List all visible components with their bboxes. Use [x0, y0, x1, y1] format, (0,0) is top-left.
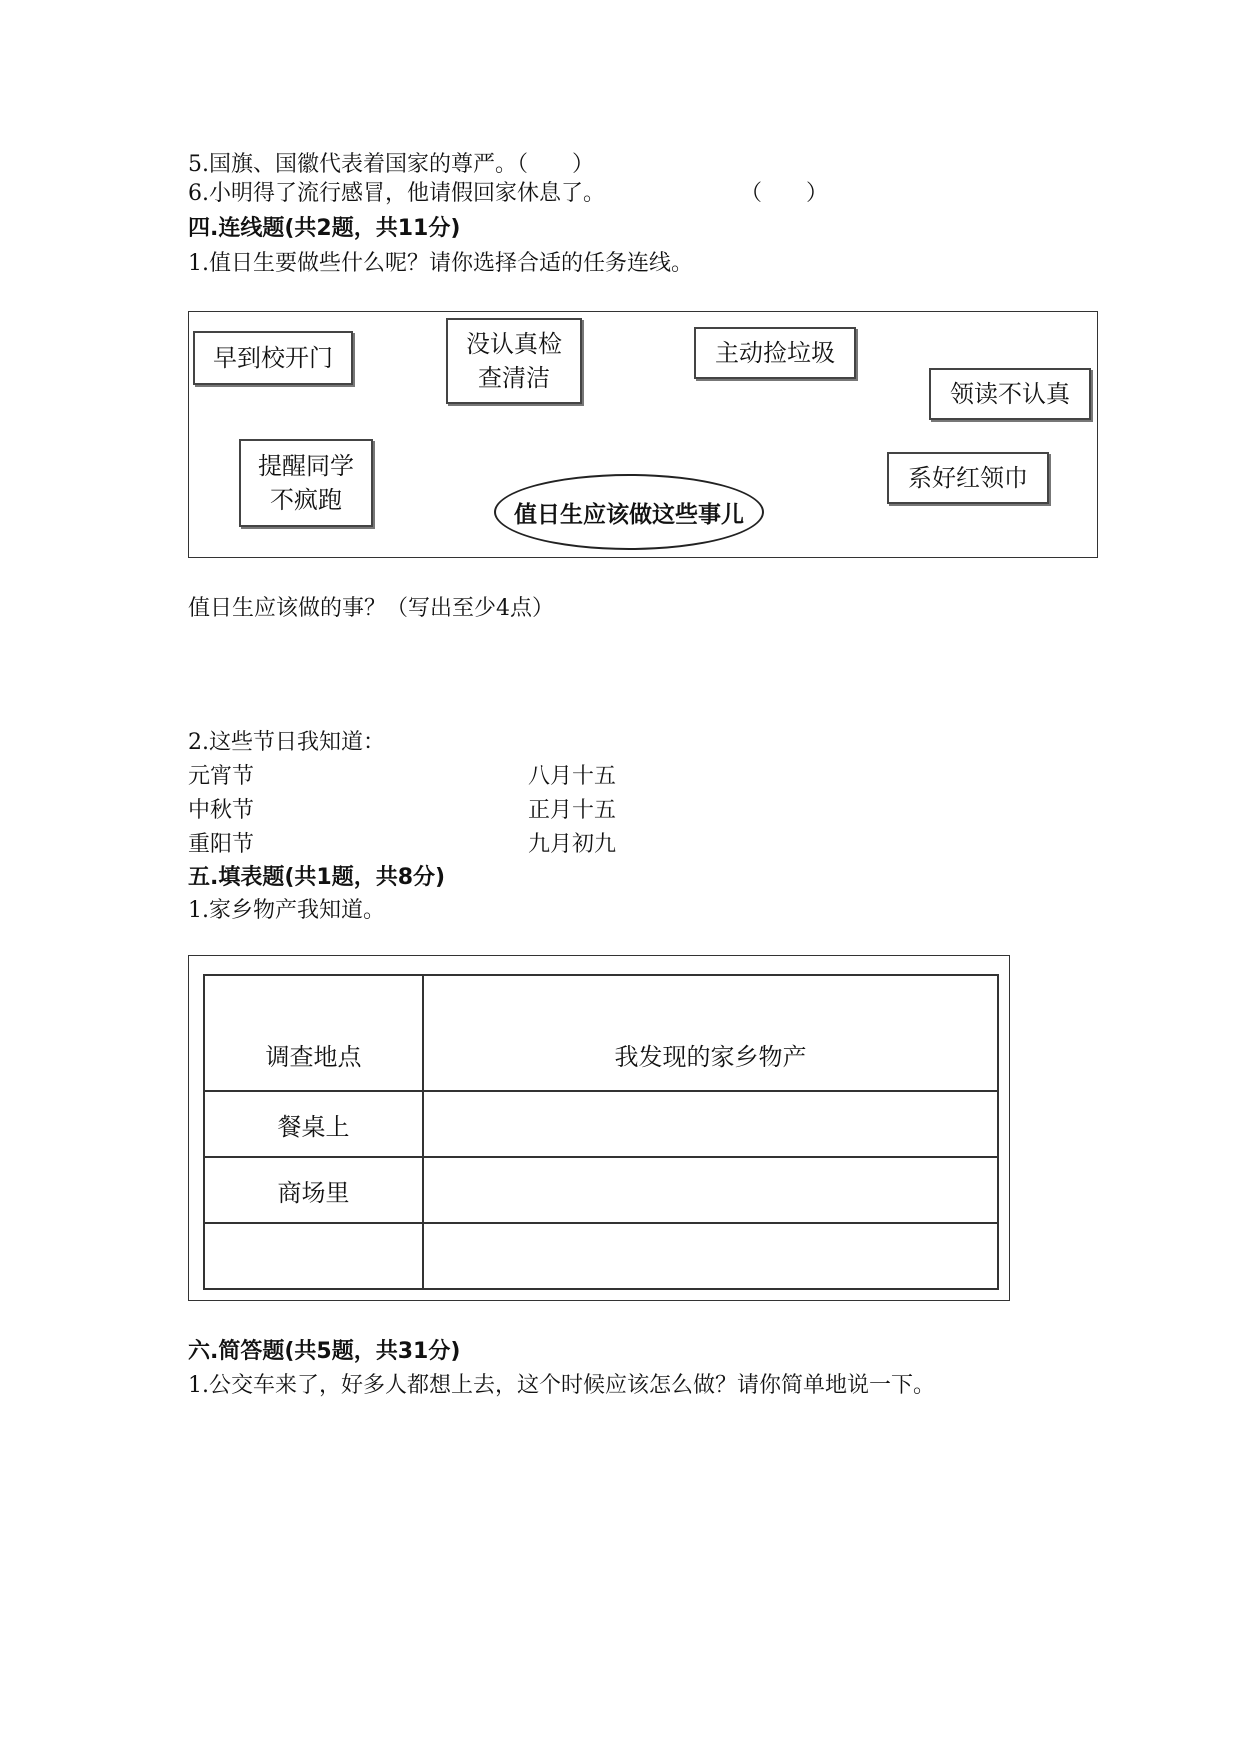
task-box-2 — [446, 318, 582, 404]
task-box-5 — [239, 439, 373, 527]
table-cell-location-2: 商场里 — [204, 1157, 423, 1223]
table-header-location: 调查地点 — [204, 975, 423, 1091]
task-box-5-line-2: 不疯跑 — [270, 486, 342, 514]
task-box-1-line-1: 早到校开门 — [213, 344, 333, 372]
task-box-5-line-1: 提醒同学 — [258, 452, 354, 480]
duty-diagram — [188, 311, 1098, 558]
matching-question-2: 2.这些节日我知道： — [188, 730, 385, 755]
task-box-3 — [694, 327, 856, 379]
task-box-4-line-1: 领读不认真 — [950, 380, 1070, 408]
task-box-1 — [193, 331, 353, 385]
festival-2: 中秋节 — [188, 798, 255, 823]
duty-prompt: 值日生应该做的事？（写出至少4点） — [188, 596, 554, 621]
table-row — [204, 1157, 998, 1223]
section-4-heading: 四.连线题(共2题，共11分) — [188, 216, 461, 241]
table-cell-products-1[interactable] — [423, 1091, 998, 1157]
table-cell-location-3[interactable] — [204, 1223, 423, 1289]
task-box-6-line-1: 系好红领巾 — [908, 464, 1028, 492]
festival-1: 元宵节 — [188, 764, 255, 789]
section-5-heading: 五.填表题(共1题，共8分) — [188, 865, 446, 890]
task-box-2-line-2: 查清洁 — [478, 364, 550, 392]
task-box-6 — [887, 452, 1049, 504]
table-header-products: 我发现的家乡物产 — [423, 975, 998, 1091]
festival-3: 重阳节 — [188, 832, 255, 857]
judge-question-6: 6.小明得了流行感冒，他请假回家休息了。 — [188, 181, 605, 206]
task-box-4 — [929, 368, 1091, 420]
answer-paren-6: （ ） — [740, 181, 829, 206]
table-row — [204, 1091, 998, 1157]
fill-table-question-1: 1.家乡物产我知道。 — [188, 898, 385, 923]
judge-question-5: 5.国旗、国徽代表着国家的尊严。（ ） — [188, 152, 594, 177]
task-box-3-line-1: 主动捡垃圾 — [715, 339, 835, 367]
table-cell-location-1: 餐桌上 — [204, 1091, 423, 1157]
short-answer-question-1: 1.公交车来了，好多人都想上去，这个时候应该怎么做？请你简单地说一下。 — [188, 1373, 935, 1398]
matching-question-1: 1.值日生要做些什么呢？请你选择合适的任务连线。 — [188, 251, 693, 276]
festival-date-3: 九月初九 — [528, 832, 617, 857]
table-row — [204, 1223, 998, 1289]
section-6-heading: 六.简答题(共5题，共31分) — [188, 1339, 461, 1364]
task-box-2-line-1: 没认真检 — [466, 330, 562, 358]
festival-date-2: 正月十五 — [528, 798, 617, 823]
table-cell-products-2[interactable] — [423, 1157, 998, 1223]
survey-table — [203, 974, 999, 1290]
table-cell-products-3[interactable] — [423, 1223, 998, 1289]
festival-date-1: 八月十五 — [528, 764, 617, 789]
center-ellipse: 值日生应该做这些事儿 — [494, 474, 764, 550]
